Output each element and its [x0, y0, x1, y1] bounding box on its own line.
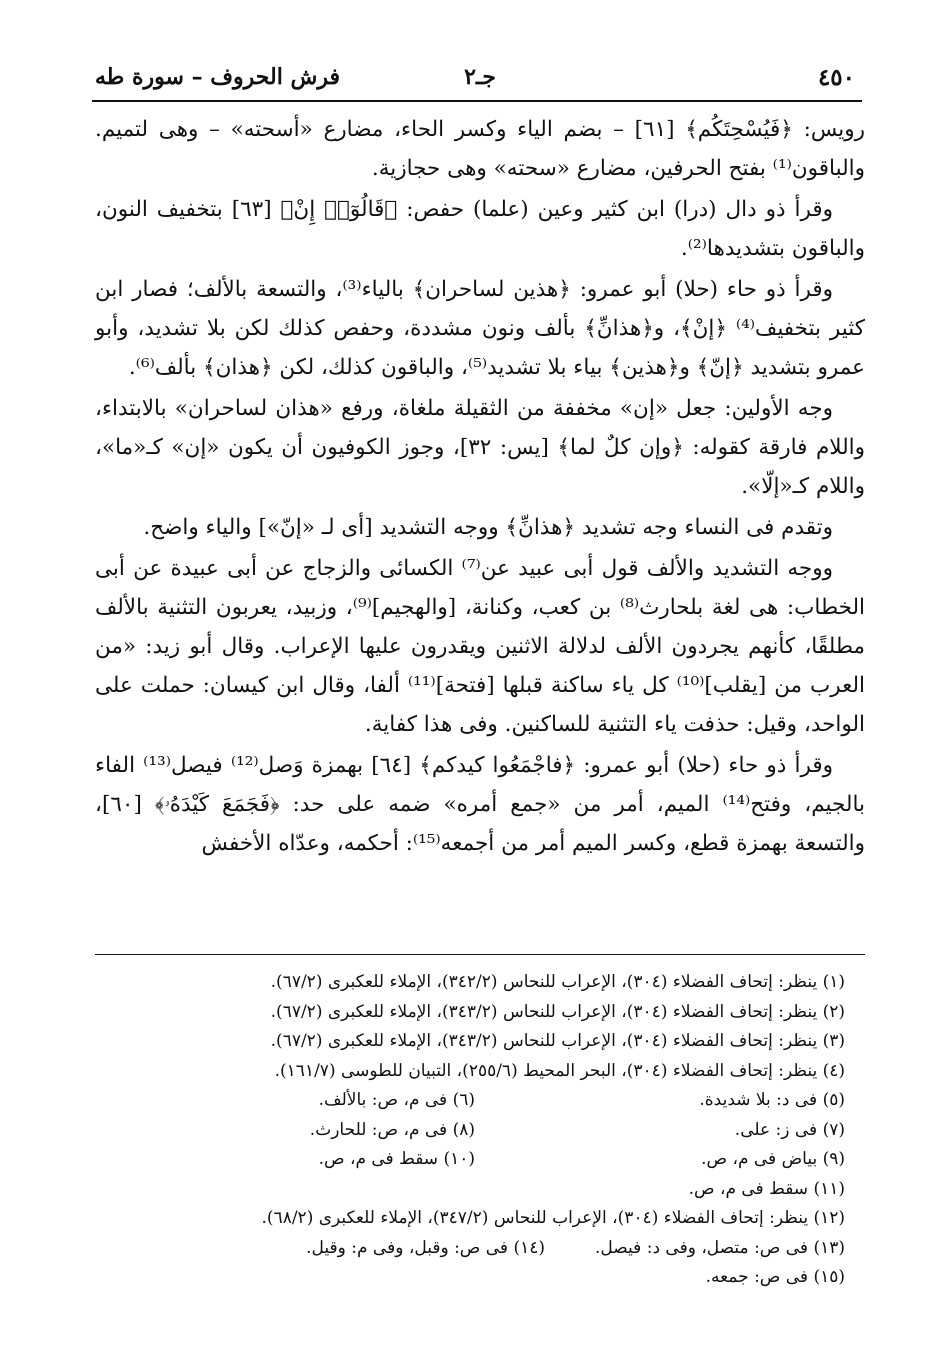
footnote: (١٣) فى ص: متصل، وفى د: فيصل.: [595, 1237, 845, 1258]
paragraph: وجه الأولين: جعل «إن» مخففة من الثقيلة ملغاة، ورفع «هذان لساحران» بالابتداء، واللام فارقة كقوله: ﴿وإن كلٌ لما﴾ [يس: ٣٢]، وجوز الكوفيون أن يكون «إن» كـ«ما»، واللام كـ«إلّا».: [95, 396, 865, 499]
paragraph: وقرأ ذو حاء (حلا) أبو عمرو: ﴿هذين لساحران﴾ بالياء⁽³⁾، والتسعة بالألف؛ فصار ابن كثير بتخفيف⁽⁴⁾ ﴿إنْ﴾، و﴿هذانِّ﴾ بألف ونون مشددة، وحفص كذلك لكن بلا تشديد، وأبو عمرو بتشديد ﴿إنّ﴾ و﴿هذين﴾ بياء بلا تشديد⁽⁵⁾، والباقون كذلك، لكن ﴿هذان﴾ بألف⁽⁶⁾.: [95, 277, 866, 380]
footnote-row: [110, 1175, 845, 1205]
page-number: ٤٥٠: [817, 64, 855, 91]
volume-label: جـ٢: [464, 64, 496, 90]
footnote-row: [110, 1086, 845, 1116]
footnote: (٢) ينظر: إتحاف الفضلاء (٣٠٤)، الإعراب للنحاس (٣٤٣/٢)، الإملاء للعكبرى (٦٧/٢).: [270, 1001, 845, 1022]
section-title: فرش الحروف – سورة طه: [95, 64, 340, 90]
footnote: (٤) ينظر: إتحاف الفضلاء (٣٠٤)، البحر المحيط (٢٥٥/٦)، التبيان للطوسى (١٦١/٧).: [274, 1060, 845, 1081]
footnote-row: [110, 1116, 845, 1146]
footnote: (١) ينظر: إتحاف الفضلاء (٣٠٤)، الإعراب للنحاس (٣٤٢/٢)، الإملاء للعكبرى (٦٧/٢).: [270, 972, 845, 992]
footnote-row: [110, 968, 845, 998]
footnote: (٣) ينظر: إتحاف الفضلاء (٣٠٤)، الإعراب للنحاس (٣٤٣/٢)، الإملاء للعكبرى (٦٧/٢).: [270, 1031, 845, 1051]
main-text: [95, 110, 865, 865]
paragraph: وتقدم فى النساء وجه تشديد ﴿هذانِّ﴾ ووجه التشديد [أى لـ «إنّ»] والياء واضح.: [143, 515, 833, 540]
footnote-row: [110, 1263, 845, 1293]
footnote-row: [110, 1057, 845, 1087]
paragraph: وقرأ ذو دال (درا) ابن كثير وعين (علما) حفص: ﴿قَالُوٓا۟ إِنْ﴾ [٦٣] بتخفيف النون، والباقون بتشديدها⁽²⁾.: [95, 197, 865, 261]
footnote-row: [110, 1145, 845, 1175]
footnote: (٧) فى ز: على.: [734, 1119, 845, 1140]
paragraph: ووجه التشديد والألف قول أبى عبيد عن⁽⁷⁾ الكسائى والزجاج عن أبى عبيدة عن أبى الخطاب: هى لغة بلحارث⁽⁸⁾ بن كعب، وكنانة، [والهجيم]⁽⁹⁾، وزبيد، يعربون التثنية بالألف مطلقًا، كأنهم يجردون الألف لدلالة الاثنين ويقدرون عليها الإعراب. وقال أبو زيد: «من العرب من [يقلب]⁽¹⁰⁾ كل ياء ساكنة قبلها [فتحة]⁽¹¹⁾ ألفا، وقال ابن كيسان: حملت على الواحد، وقيل: حذفت ياء التثنية للساكنين. وفى هذا كفاية.: [95, 556, 866, 737]
footnote: (٥) فى د: بلا شديدة.: [699, 1090, 845, 1110]
page-header: [95, 62, 855, 96]
footnote-row: [110, 998, 845, 1028]
footnote-rule: [95, 954, 865, 955]
footnote: (٨) فى م، ص: للحارث.: [309, 1119, 475, 1140]
footnote-row: [110, 1027, 845, 1057]
header-rule: [92, 100, 862, 102]
paragraph: وقرأ ذو حاء (حلا) أبو عمرو: ﴿فاجْمَعُوا كيدكم﴾ [٦٤] بهمزة وَصل⁽¹²⁾ فيصل⁽¹³⁾ الفاء بالجيم، وفتح⁽¹⁴⁾ الميم، أمر من «جمع أمره» ضمه على حد: ﴿فَجَمَعَ كَيْدَهُۥ﴾ [٦٠]، والتسعة بهمزة قطع، وكسر الميم أمر من أجمعه⁽¹⁵⁾: أحكمه، وعدّاه الأخفش: [95, 753, 866, 856]
footnote-row: [110, 1204, 845, 1234]
footnote: (١٤) فى ص: وقبل، وفى م: وقيل.: [306, 1237, 545, 1258]
footnote: (٩) بياض فى م، ص.: [701, 1149, 845, 1169]
footnote: (١٠) سقط فى م، ص.: [318, 1149, 475, 1169]
footnote: (٦) فى م، ص: بالألف.: [318, 1090, 475, 1110]
footnote-row: [110, 1234, 845, 1264]
paragraph: رويس: ﴿فَيُسْحِتَكُم﴾ [٦١] – بضم الياء وكسر الحاء، مضارع «أسحته» – وهى لتميم. والباقون⁽¹⁾ بفتح الحرفين، مضارع «سحته» وهى حجازية.: [95, 117, 866, 181]
footnote: (١٥) فى ص: جمعه.: [705, 1267, 845, 1287]
footnote: (١٢) ينظر: إتحاف الفضلاء (٣٠٤)، الإعراب للنحاس (٣٤٧/٢)، الإملاء للعكبرى (٦٨/٢).: [261, 1208, 845, 1228]
footnotes: [110, 968, 845, 1293]
footnote: (١١) سقط فى م، ص.: [688, 1178, 845, 1199]
